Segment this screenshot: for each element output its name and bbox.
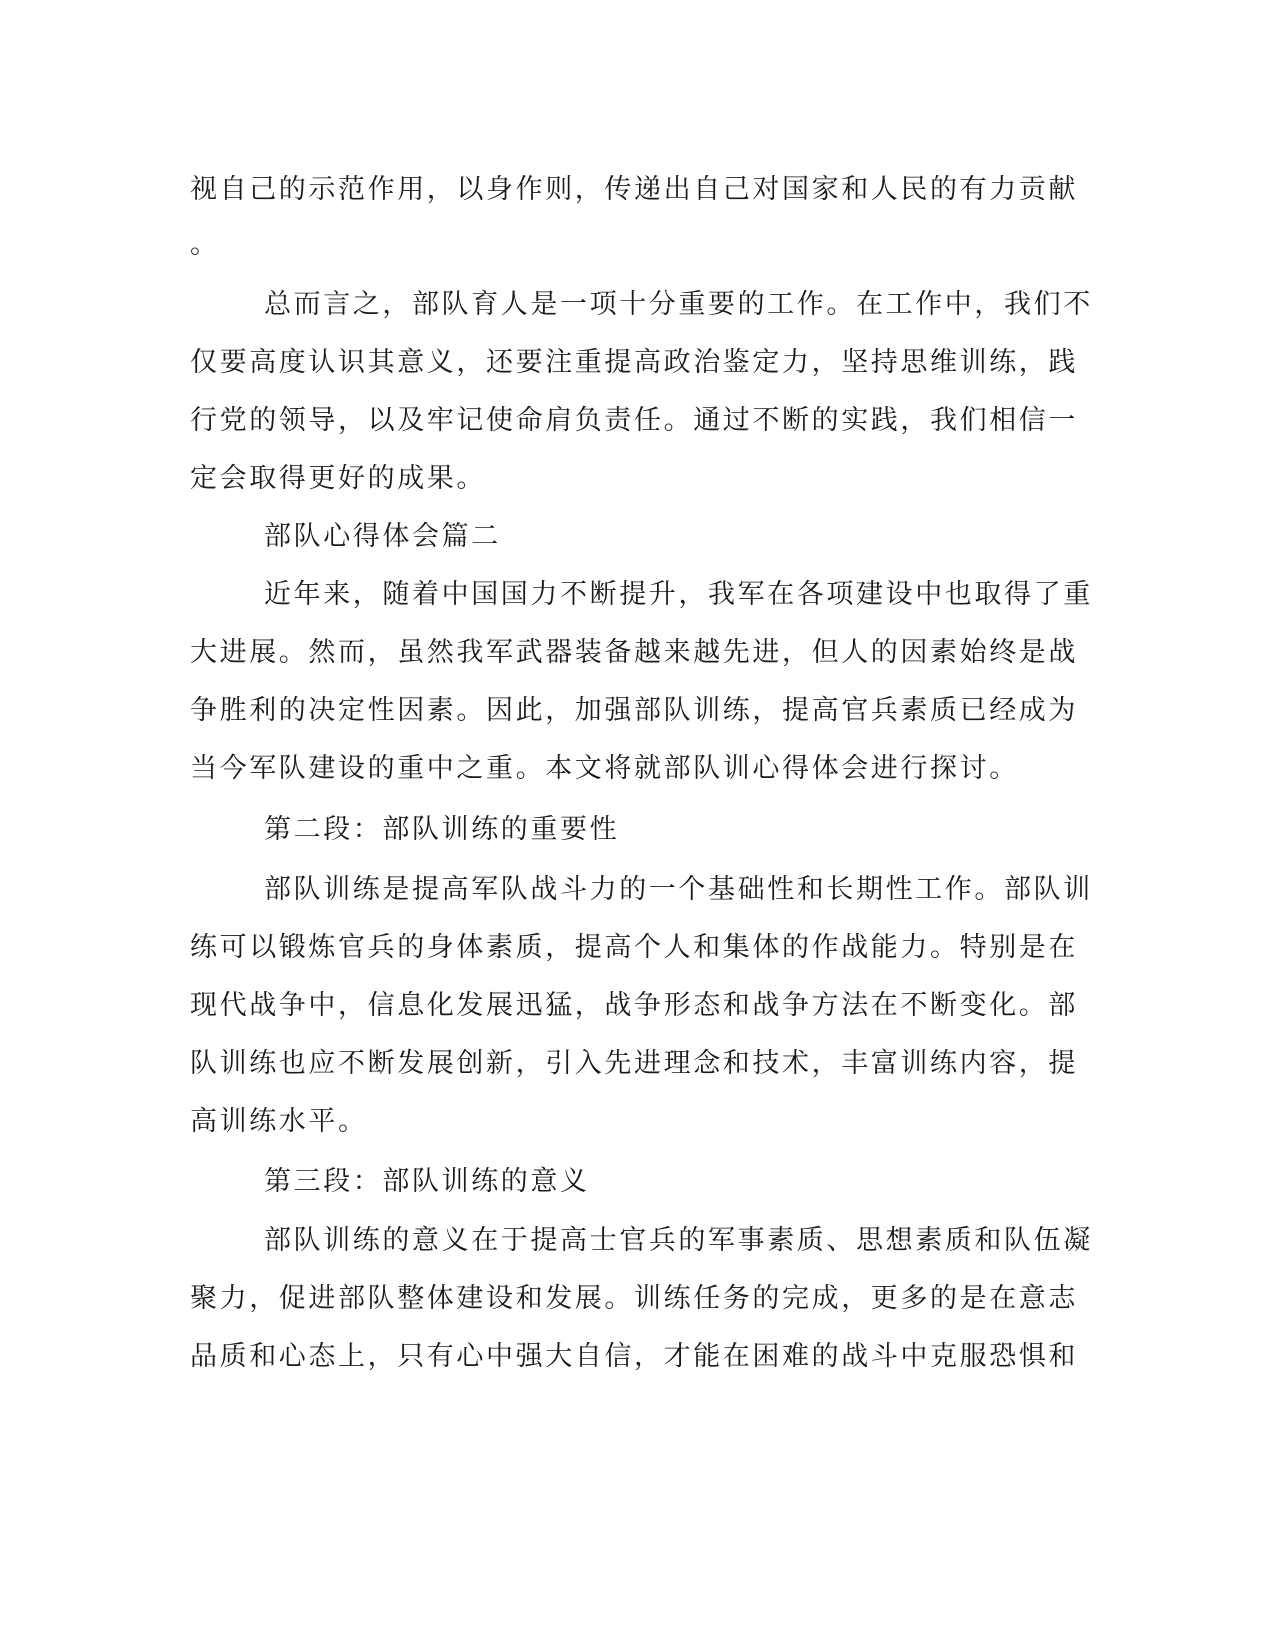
paragraph-importance-line-4: 队训练也应不断发展创新，引入先进理念和技术，丰富训练内容，提 <box>190 1048 1078 1079</box>
paragraph-meaning-line-2: 聚力，促进部队整体建设和发展。训练任务的完成，更多的是在意志 <box>190 1283 1078 1314</box>
paragraph-intro-line-2: 大进展。然而，虽然我军武器装备越来越先进，但人的因素始终是战 <box>190 637 1078 668</box>
paragraph-intro-line-4: 当今军队建设的重中之重。本文将就部队训心得体会进行探讨。 <box>190 753 1019 784</box>
paragraph-intro-line-3: 争胜利的决定性因素。因此，加强部队训练，提高官兵素质已经成为 <box>190 695 1078 726</box>
paragraph-summary-line-4: 定会取得更好的成果。 <box>190 463 486 494</box>
paragraph-importance-line-3: 现代战争中，信息化发展迅猛，战争形态和战争方法在不断变化。部 <box>190 990 1078 1021</box>
paragraph-importance-line-1: 部队训练是提高军队战斗力的一个基础性和长期性工作。部队训 <box>264 874 1093 905</box>
paragraph-summary-line-1: 总而言之，部队育人是一项十分重要的工作。在工作中，我们不 <box>264 289 1093 320</box>
paragraph-summary-line-2: 仅要高度认识其意义，还要注重提高政治鉴定力，坚持思维训练，践 <box>190 347 1078 378</box>
paragraph-meaning-line-1: 部队训练的意义在于提高士官兵的军事素质、思想素质和队伍凝 <box>264 1225 1093 1256</box>
section-heading-second: 第二段：部队训练的重要性 <box>264 814 620 845</box>
paragraph-importance-line-5: 高训练水平。 <box>190 1106 368 1137</box>
section-heading-part-two: 部队心得体会篇二 <box>264 521 501 552</box>
paragraph-summary-line-3: 行党的领导，以及牢记使命肩负责任。通过不断的实践，我们相信一 <box>190 405 1078 436</box>
paragraph-meaning-line-3: 品质和心态上，只有心中强大自信，才能在困难的战斗中克服恐惧和 <box>190 1341 1078 1372</box>
paragraph-line-continuation: 视自己的示范作用，以身作则，传递出自己对国家和人民的有力贡献 <box>190 174 1078 205</box>
paragraph-importance-line-2: 练可以锻炼官兵的身体素质，提高个人和集体的作战能力。特别是在 <box>190 932 1078 963</box>
paragraph-intro-line-1: 近年来，随着中国国力不断提升，我军在各项建设中也取得了重 <box>264 579 1093 610</box>
section-heading-third: 第三段：部队训练的意义 <box>264 1166 590 1197</box>
paragraph-line-period: 。 <box>190 229 220 260</box>
